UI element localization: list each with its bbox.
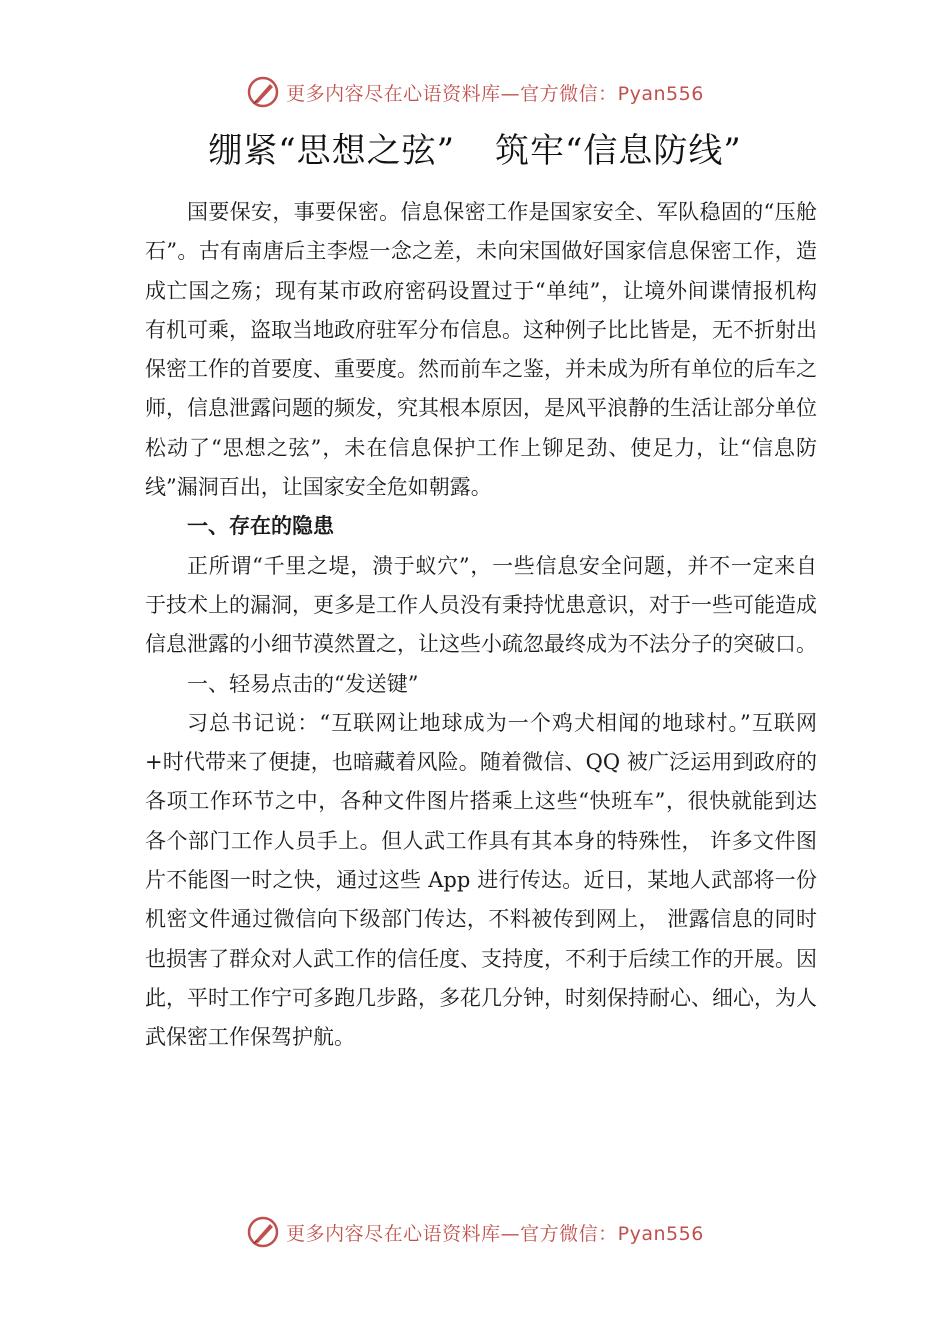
document-body xyxy=(145,193,817,1058)
body-paragraph: 习总书记说：“互联网让地球成为一个鸡犬相闻的地球村。”互联网+时代带来了便捷，也暗藏着风险。随着微信、QQ 被广泛运用到政府的各项工作环节之中，各种文件图片搭乘上这些“快班车”，很快就能到达各个部门工作人员手上。但人武工作具有其本身的特殊性， 许多文件图片不能图一时之快，通过这些 App 进行传达。近日，某地人武部将一份机密文件通过微信向下级部门传达，不料被传到网上， 泄露信息的同时也损害了群众对人武工作的信任度、支持度，不利于后续工作的开展。因此，平时工作宁可多跑几步路，多花几分钟，时刻保持耐心、细心，为人武保密工作保驾护航。 xyxy=(145,710,817,1050)
watermark-text: 更多内容尽在心语资料库—官方微信：Pyan556 xyxy=(286,1222,704,1245)
footer-watermark-banner xyxy=(0,1212,950,1252)
watermark-text: 更多内容尽在心语资料库—官方微信：Pyan556 xyxy=(286,82,704,105)
body-paragraph: 国要保安，事要保密。信息保密工作是国家安全、军队稳固的“压舱石”。古有南唐后主李煜一念之差，未向宋国做好国家信息保密工作，造成亡国之殇；现有某市政府密码设置过于“单纯”，让境外间谍情报机构有机可乘，盗取当地政府驻军分布信息。这种例子比比皆是，无不折射出保密工作的首要度、重要度。然而前车之鉴，并未成为所有单位的后车之师，信息泄露问题的频发，究其根本原因，是风平浪静的生活让部分单位松动了“思想之弦”，未在信息保护工作上铆足劲、使足力，让“信息防线”漏洞百出，让国家安全危如朝露。 xyxy=(145,200,817,500)
pen-circle-logo-icon xyxy=(246,75,280,109)
body-paragraph: 正所谓“千里之堤，溃于蚁穴”，一些信息安全问题，并不一定来自于技术上的漏洞，更多是工作人员没有秉持忧患意识，对于一些可能造成信息泄露的小细节漠然置之，让这些小疏忽最终成为不法分子的突破口。 xyxy=(145,553,817,657)
section-heading: 一、存在的隐患 xyxy=(187,514,334,539)
title-part-2: 筑牢“信息防线” xyxy=(495,131,742,171)
pen-circle-logo-icon xyxy=(246,1215,280,1249)
subsection-heading: 一、轻易点击的“发送键” xyxy=(187,671,419,696)
title-part-1: 绷紧“思想之弦” xyxy=(208,131,455,171)
header-watermark-banner xyxy=(0,72,950,112)
document-title xyxy=(0,128,950,174)
